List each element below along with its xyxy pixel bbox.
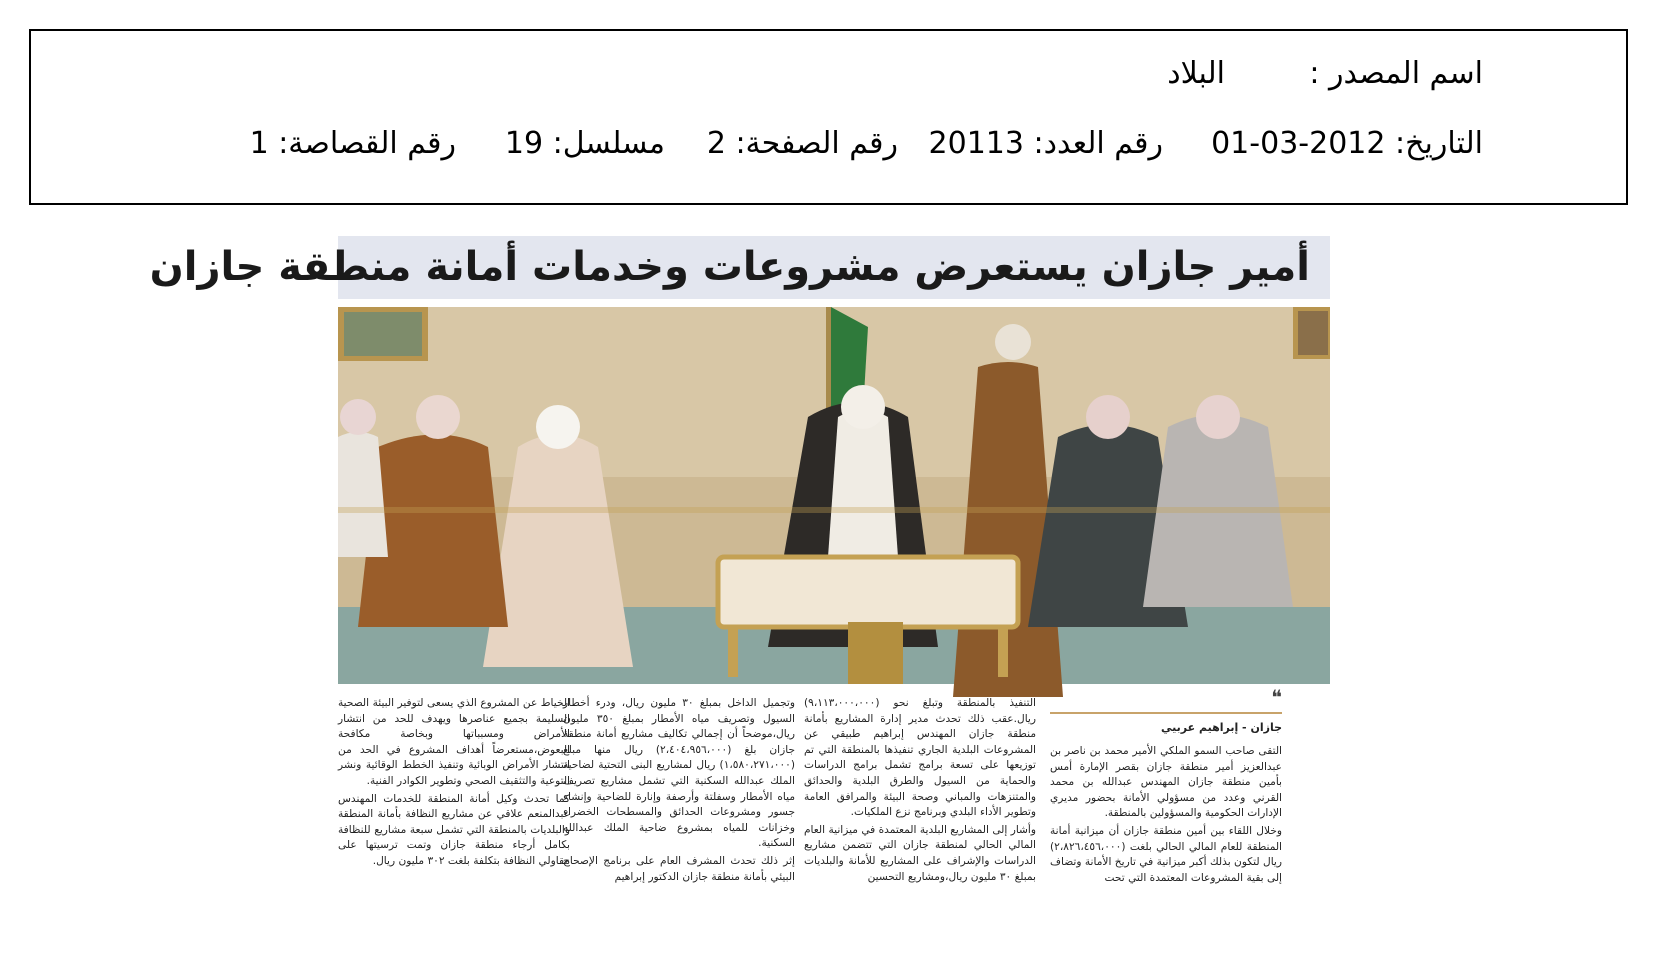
paragraph: وأشار إلى المشاريع البلدية المعتمدة في ميزانية العام المالي الحالي لمنطقة جازان التي تتضمن مشاريع الدراسات والإشراف على المشاريع للأمانة والبلديات بمبلغ ٣٠ مليون ريال،ومشاريع التحسين (804, 823, 1036, 883)
quote-mark-icon: ❝ (1271, 685, 1282, 709)
byline-divider (1050, 712, 1282, 714)
newspaper-clipping (149, 236, 1330, 944)
article-column-4 (338, 696, 570, 936)
paragraph: الخياط عن المشروع الذي يسعى لتوفير البيئة الصحية السليمة بجميع عناصرها ويهدف للحد من انتشار الأمراض ومسبباتها وبخاصة مكافحة البعوض،مستعرضاً أهداف المشروع في الحد من انتشار الأمراض الوبائية وتنفيذ الخطط الوقائية ونشر التوعية والتثقيف الصحي وتطوير الكوادر الفنية. (338, 697, 570, 787)
source-label: اسم المصدر : (1309, 56, 1483, 91)
article-column-3 (563, 696, 795, 936)
article-headline: أمير جازان يستعرض مشروعات وخدمات أمانة منطقة جازان (149, 244, 1310, 290)
date-field: التاريخ: 2012-03-01 (1211, 126, 1483, 161)
majlis-photo-illustration (338, 307, 1330, 684)
paragraph: إثر ذلك تحدث المشرف العام على برنامج الإصحاح البيئي بأمانة منطقة جازان الدكتور إبراهيم (563, 854, 795, 883)
paragraph: التقى صاحب السمو الملكي الأمير محمد بن ناصر بن عبدالعزيز أمير منطقة جازان بقصر الإمارة أمس بأمين منطقة جازان المهندس عبدالله بن محمد القرني وعدد من مسؤولي الأمانة بحضور مديري الإدارات الحكومية والمسؤولين بالمنطقة. (1050, 745, 1282, 820)
issue-number-field: رقم العدد: 20113 (928, 126, 1163, 161)
paragraph: وتجميل الداخل بمبلغ ٣٠ مليون ريال، ودرء أخطار السيول وتصريف مياه الأمطار بمبلغ ٣٥٠ مليون ريال،موضحاً أن إجمالي تكاليف مشاريع أمانة منطقة جازان بلغ (٢،٤٠٤،٩٥٦،٠٠٠) ريال منها مبلغ (١،٥٨٠،٢٧١،٠٠٠) ريال لمشاريع البنى التحتية لضاحية الملك عبدالله السكنية التي تشمل مشاريع تصريف مياه الأمطار وسفلتة وأرصفة وإنارة للضاحية وإنشاء جسور ومشروعات الحدائق والمسطحات الخضراء وخزانات للمياه بمشروع ضاحية الملك عبدالله السكنية. (563, 697, 796, 850)
paragraph: وخلال اللقاء بين أمين منطقة جازان أن ميزانية أمانة المنطقة للعام المالي الحالي بلغت (٢،٨٢٦،٤٥٦،٠٠٠) ريال لتكون بذلك أكبر ميزانية في تاريخ الأمانة وتضاف إلى بقية المشروعات المعتمدة التي تحت (1050, 824, 1282, 884)
paragraph: كما تحدث وكيل أمانة المنطقة للخدمات المهندس عبدالمنعم علاقي عن مشاريع النظافة بأمانة المنطقة والبلديات بالمنطقة التي تشمل سبعة مشاريع للنظافة بكامل أرجاء منطقة جازان وتمت ترسيتها على مقاولي النظافة بتكلفة بلغت ٣٠٢ مليون ريال. (338, 792, 570, 867)
serial-field: مسلسل: 19 (504, 126, 665, 161)
page-number-field: رقم الصفحة: 2 (706, 126, 898, 161)
article-column-1 (1050, 685, 1282, 936)
clipping-number-field: رقم القصاصة: 1 (249, 126, 456, 161)
article-byline: جازان - إبراهيم عربيي (1161, 721, 1282, 734)
source-value: البلاد (1167, 56, 1225, 91)
article-column-2 (804, 696, 1036, 936)
article-photo (338, 307, 1330, 684)
headline-band (149, 236, 1330, 299)
clipping-metadata-box (29, 29, 1628, 205)
paragraph: التنفيذ بالمنطقة وتبلغ نحو (٩،١١٣،٠٠٠،٠٠٠) ريال.عقب ذلك تحدث مدير إدارة المشاريع بأمانة منطقة جازان المهندس إبراهيم طبيقي عن المشروعات البلدية الجاري تنفيذها بالمنطقة التي تم توزيعها على تسعة برامج تشمل برامج الدراسات والحماية من السيول والطرق البلدية والحدائق والمتنزهات والمباني وصحة البيئة والمرافق العامة وتطوير الأداء البلدي وبرنامج نزع الملكيات. (804, 697, 1036, 819)
column-1-body (1050, 744, 1282, 888)
